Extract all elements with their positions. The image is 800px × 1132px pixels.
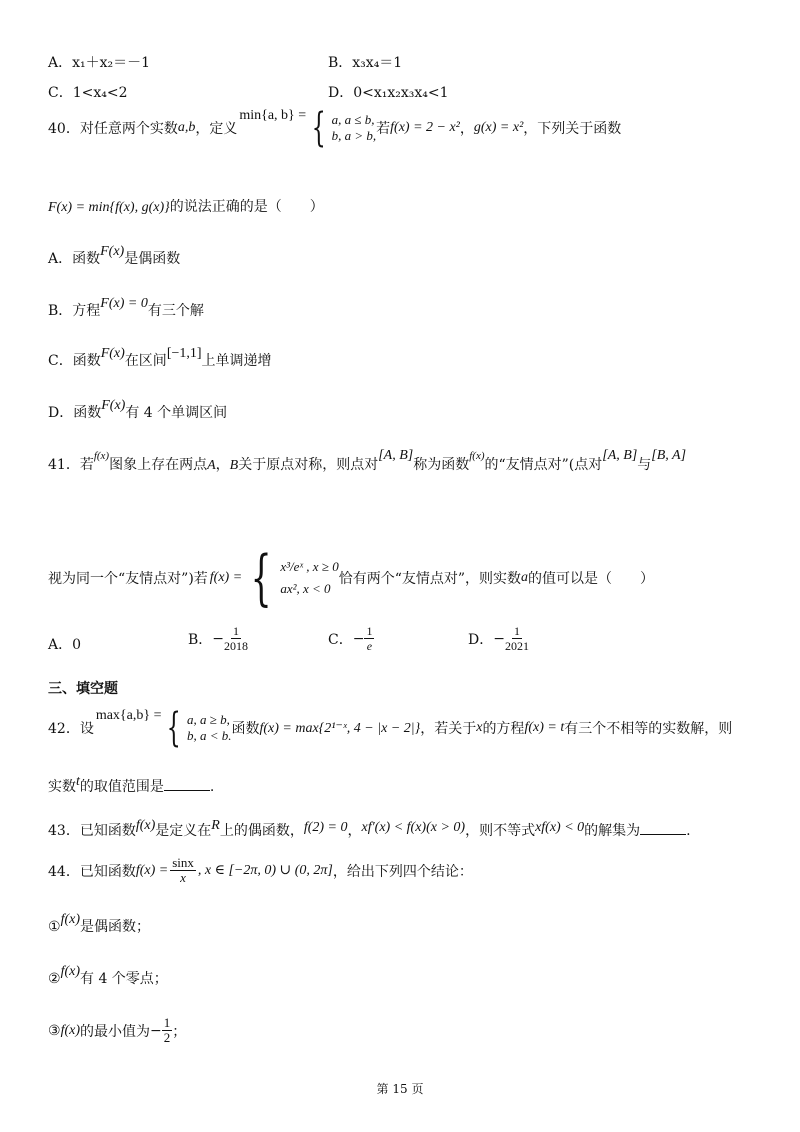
q41-option-a: A．0 [48, 637, 82, 653]
q41-option-b: B． − $\frac{1}{2018}$ [188, 624, 249, 653]
q40-option-d: D．函数F(x)有 4 个单调区间 [48, 398, 228, 421]
q41-option-d: D． − $\frac{1}{2021}$ [468, 624, 529, 653]
q40-stem-line2: F(x) = min{f(x), g(x)}的说法正确的是（ ） [48, 199, 324, 215]
q39-option-b: B．x₃x₄＝1 [328, 55, 403, 71]
q40-min-cases: { a, a ≤ b, b, a > b, [311, 105, 377, 151]
q40-option-c: C．函数F(x)在区间[−1,1]上单调递增 [48, 346, 272, 369]
q43-stem: 43．已知函数f(x)是定义在R上的偶函数，f(2) = 0，xf′(x) < f(x)(x > 0)，则不等式xf(x) < 0的解集为 . [48, 818, 691, 839]
q40-option-a: A．函数F(x)是偶函数 [48, 244, 181, 267]
q42-stem: 42．设 max{a,b} = { a, a ≥ b, b, a < b. 函数 f(x) = max{2¹⁻ˣ, 4 − |x − 2|} ，若关于 x 的方程 f(x) = t 有三个不相等的实数解，则 [48, 705, 733, 751]
q41-option-c: C． − $\frac{1}{e}$ [328, 624, 373, 653]
q40-stem: 40．对任意两个实数 a,b ，定义 min{a, b} = { a, a ≤ b, b, a > b, 若 f(x) = 2 − x² ， g(x) = x² ，下列关于函数 [48, 105, 622, 151]
q44-statement-3: ③ f(x) 的最小值为 − $\frac{1}{2}$ ； [48, 1015, 187, 1045]
q41-stem: 41．若$^{f(x)}$图象上存在两点A，B关于原点对称，则点对[A, B]称为函数$^{f(x)}$的“友情点对”(点对[A, B]与[B, A] [48, 448, 687, 473]
page-number: 第 15 页 [376, 1082, 424, 1096]
answer-blank[interactable] [164, 778, 210, 791]
q41-piecewise: { x³/eˣ , x ≥ 0 ax², x < 0 [250, 543, 339, 613]
q44-statement-2: ②f(x)有 4 个零点； [48, 964, 168, 987]
q39-option-a: A．x₁＋x₂＝－1 [48, 55, 151, 71]
q41-stem-line2: 视为同一个“友情点对”)若 f(x) = { x³/eˣ , x ≥ 0 ax², x < 0 恰有两个“友情点对”，则实数 a 的值可以是（ ） [48, 543, 655, 613]
q39-option-c: C．1<x₄<2 [48, 85, 128, 101]
q42-max-cases: { a, a ≥ b, b, a < b. [167, 705, 232, 751]
answer-blank[interactable] [640, 822, 686, 835]
q44-stem: 44．已知函数 f(x) = $\frac{\sin x}{x}$ , x ∈ [−2π, 0) ∪ (0, 2π] ，给出下列四个结论： [48, 855, 473, 885]
q39-option-d: D．0<x₁x₂x₃x₄<1 [328, 85, 449, 101]
q42-stem-line2: 实数t的取值范围是 . [48, 774, 215, 795]
section-heading: 三、填空题 [48, 681, 118, 697]
q44-statement-1: ①f(x)是偶函数； [48, 912, 150, 935]
q40-option-b: B．方程F(x) = 0有三个解 [48, 296, 204, 319]
